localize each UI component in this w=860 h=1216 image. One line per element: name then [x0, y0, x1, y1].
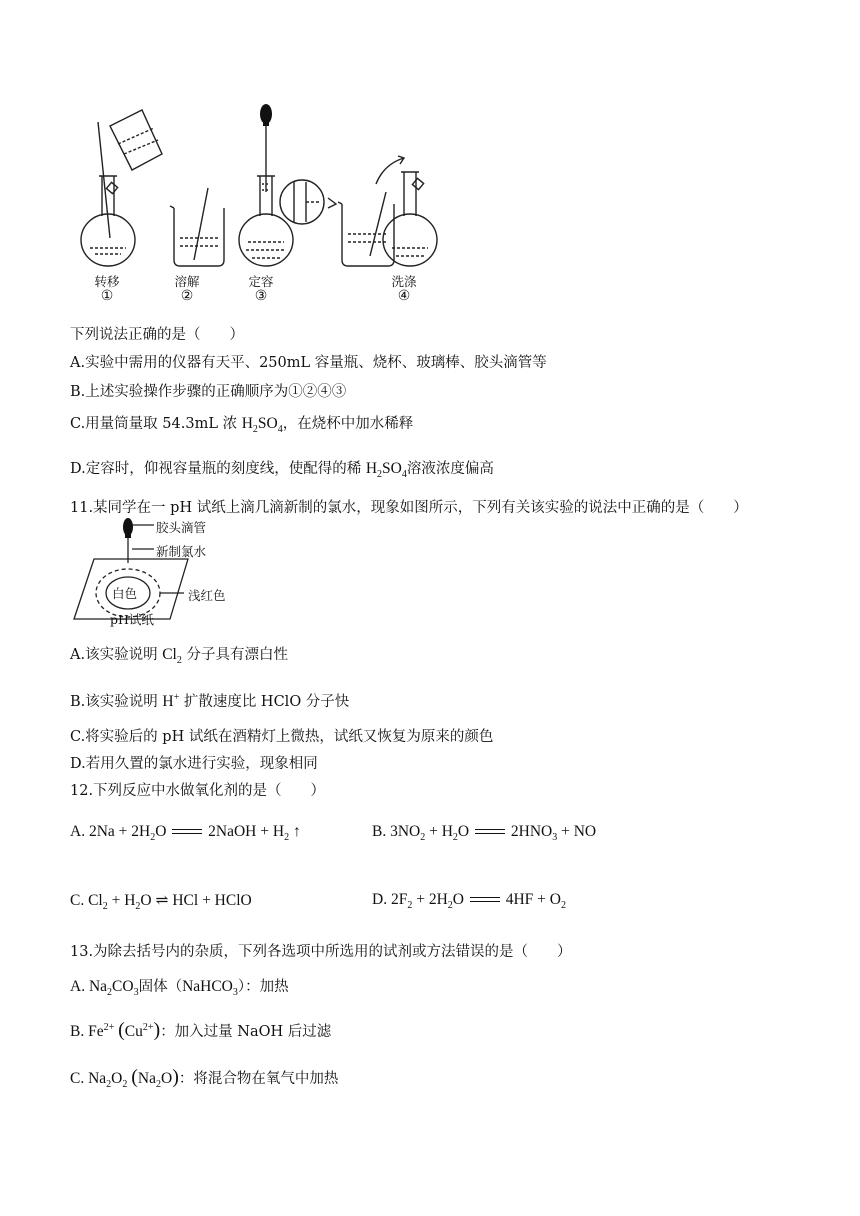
label-white: 白色 [112, 586, 138, 601]
step-number: ① [100, 288, 114, 304]
step-caption: 洗涤 [391, 274, 417, 289]
step-caption: 转移 [94, 274, 120, 289]
q12-option-a: A. $2Na + 2H_2O$ 2NaOH + $H_2$ ↑ [70, 823, 301, 844]
q10-option-c: C.用量筒量取 54.3mL 浓 $H_2SO_4$，在烧杯中加水稀释 [70, 415, 414, 436]
q11-option-a: A.该实验说明 $Cl_2$ 分子具有漂白性 [70, 646, 288, 667]
q10-stem: 下列说法正确的是（ ） [70, 327, 244, 343]
step-number: ④ [397, 288, 411, 304]
step-number: ③ [254, 288, 268, 304]
q13-stem: 13.为除去括号内的杂质，下列各选项中所选用的试剂或方法错误的是（ ） [70, 944, 572, 960]
q13-option-a: A. $Na_2CO_3$固体（NaHCO$_3$）：加热 [70, 978, 289, 999]
step-number: ② [180, 288, 194, 304]
q13-option-b: B. $Fe^{2+}$ $(Cu^{2+})$：加入过量 NaOH 后过滤 [70, 1019, 332, 1041]
q11-option-d: D.若用久置的氯水进行实验，现象相同 [70, 756, 318, 772]
label-ph-paper: pH试纸 [110, 612, 154, 627]
q10-option-b: B.上述实验操作步骤的正确顺序为①②④③ [70, 384, 347, 400]
step-caption: 定容 [248, 274, 274, 289]
label-chlorine-water: 新制氯水 [156, 544, 207, 559]
q10-option-d: D.定容时，仰视容量瓶的刻度线，使配得的稀 $H_2SO_4$溶液浓度偏高 [70, 460, 494, 481]
q11-option-b: B.该实验说明 H+ 扩散速度比 HClO 分子快 [70, 691, 350, 710]
q11-stem: 11.某同学在一 pH 试纸上滴几滴新制的氯水，现象如图所示，下列有关该实验的说法中正确的是（ ） [70, 500, 748, 516]
q10-option-a: A.实验中需用的仪器有天平、250mL 容量瓶、烧杯、玻璃棒、胶头滴管等 [70, 355, 547, 371]
q12-stem: 12.下列反应中水做氧化剂的是（ ） [70, 783, 326, 799]
step-caption: 溶解 [174, 274, 200, 289]
q12-option-d: D. $2F_2 + 2H_2O$ $4HF + O_2$ [372, 891, 566, 912]
q12-option-c: C. $Cl_2 + H_2O$ ⇌ HCl + HClO [70, 892, 252, 913]
q11-option-c: C.将实验后的 pH 试纸在酒精灯上微热，试纸又恢复为原来的颜色 [70, 729, 494, 745]
q12-option-b: B. $3NO_2 + H_2O$ $2HNO_3$ + NO [372, 823, 597, 844]
label-pink: 浅红色 [188, 588, 226, 603]
q13-option-c: C. $Na_2O_2$ $(Na_2O)$：将混合物在氧气中加热 [70, 1066, 339, 1091]
label-dropper: 胶头滴管 [156, 520, 207, 535]
